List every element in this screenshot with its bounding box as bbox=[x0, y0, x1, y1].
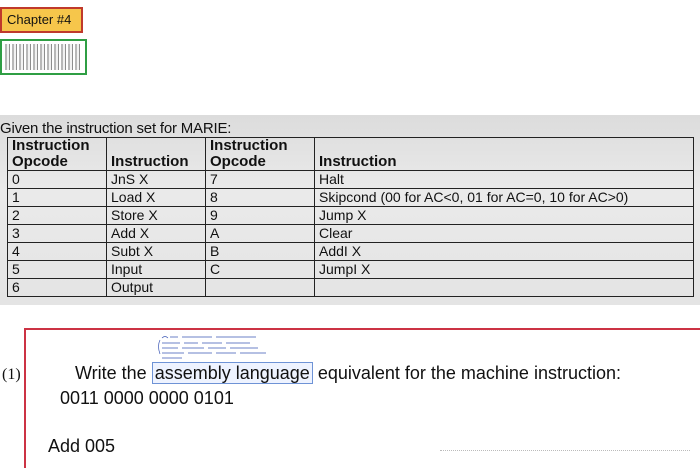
header-instruction-2: Instruction bbox=[315, 138, 694, 171]
answer-text: Add 005 bbox=[48, 436, 116, 456]
highlighted-term[interactable]: assembly language bbox=[152, 362, 313, 384]
table-row bbox=[8, 243, 694, 261]
page-thumbnail[interactable] bbox=[0, 39, 87, 75]
header-opcode-1: Instruction Opcode bbox=[8, 138, 107, 171]
table-cell: Jump X bbox=[315, 207, 694, 225]
table-cell: AddI X bbox=[315, 243, 694, 261]
handwritten-annotation bbox=[158, 334, 283, 360]
question-text-start: Write the bbox=[75, 363, 152, 383]
table-cell: JnS X bbox=[107, 171, 206, 189]
table-cell: Load X bbox=[107, 189, 206, 207]
table-cell: A bbox=[206, 225, 315, 243]
table-cell: 0 bbox=[8, 171, 107, 189]
table-cell bbox=[315, 279, 694, 297]
table-row bbox=[8, 207, 694, 225]
table-cell: JumpI X bbox=[315, 261, 694, 279]
table-cell: 7 bbox=[206, 171, 315, 189]
table-cell: C bbox=[206, 261, 315, 279]
table-cell: Halt bbox=[315, 171, 694, 189]
table-cell: Store X bbox=[107, 207, 206, 225]
table-header-row bbox=[8, 138, 694, 171]
table-row bbox=[8, 261, 694, 279]
table-cell: Skipcond (00 for AC<0, 01 for AC=0, 10 for AC>0) bbox=[315, 189, 694, 207]
table-cell: Clear bbox=[315, 225, 694, 243]
header-opcode-2: Instruction Opcode bbox=[206, 138, 315, 171]
question-text bbox=[75, 363, 621, 384]
machine-instruction: 0011 0000 0000 0101 bbox=[60, 388, 234, 408]
instruction-table bbox=[7, 137, 694, 297]
question-number: (1) bbox=[2, 366, 21, 383]
table-cell: 3 bbox=[8, 225, 107, 243]
table-row bbox=[8, 225, 694, 243]
table-cell: Output bbox=[107, 279, 206, 297]
table-cell: 1 bbox=[8, 189, 107, 207]
table-cell bbox=[206, 279, 315, 297]
table-cell: 8 bbox=[206, 189, 315, 207]
table-cell: B bbox=[206, 243, 315, 261]
header-instruction-1: Instruction bbox=[107, 138, 206, 171]
table-cell: Subt X bbox=[107, 243, 206, 261]
question-text-end: equivalent for the machine instruction: bbox=[312, 363, 621, 383]
thumbnail-image bbox=[5, 44, 82, 70]
table-cell: 2 bbox=[8, 207, 107, 225]
chapter-tag[interactable]: Chapter #4 bbox=[0, 7, 83, 33]
table-cell: 5 bbox=[8, 261, 107, 279]
table-row bbox=[8, 189, 694, 207]
table-row bbox=[8, 171, 694, 189]
table-row bbox=[8, 279, 694, 297]
intro-text: Given the instruction set for MARIE: bbox=[0, 120, 232, 137]
table-cell: Input bbox=[107, 261, 206, 279]
table-cell: Add X bbox=[107, 225, 206, 243]
table-cell: 9 bbox=[206, 207, 315, 225]
divider bbox=[440, 450, 690, 457]
table-cell: 6 bbox=[8, 279, 107, 297]
table-cell: 4 bbox=[8, 243, 107, 261]
